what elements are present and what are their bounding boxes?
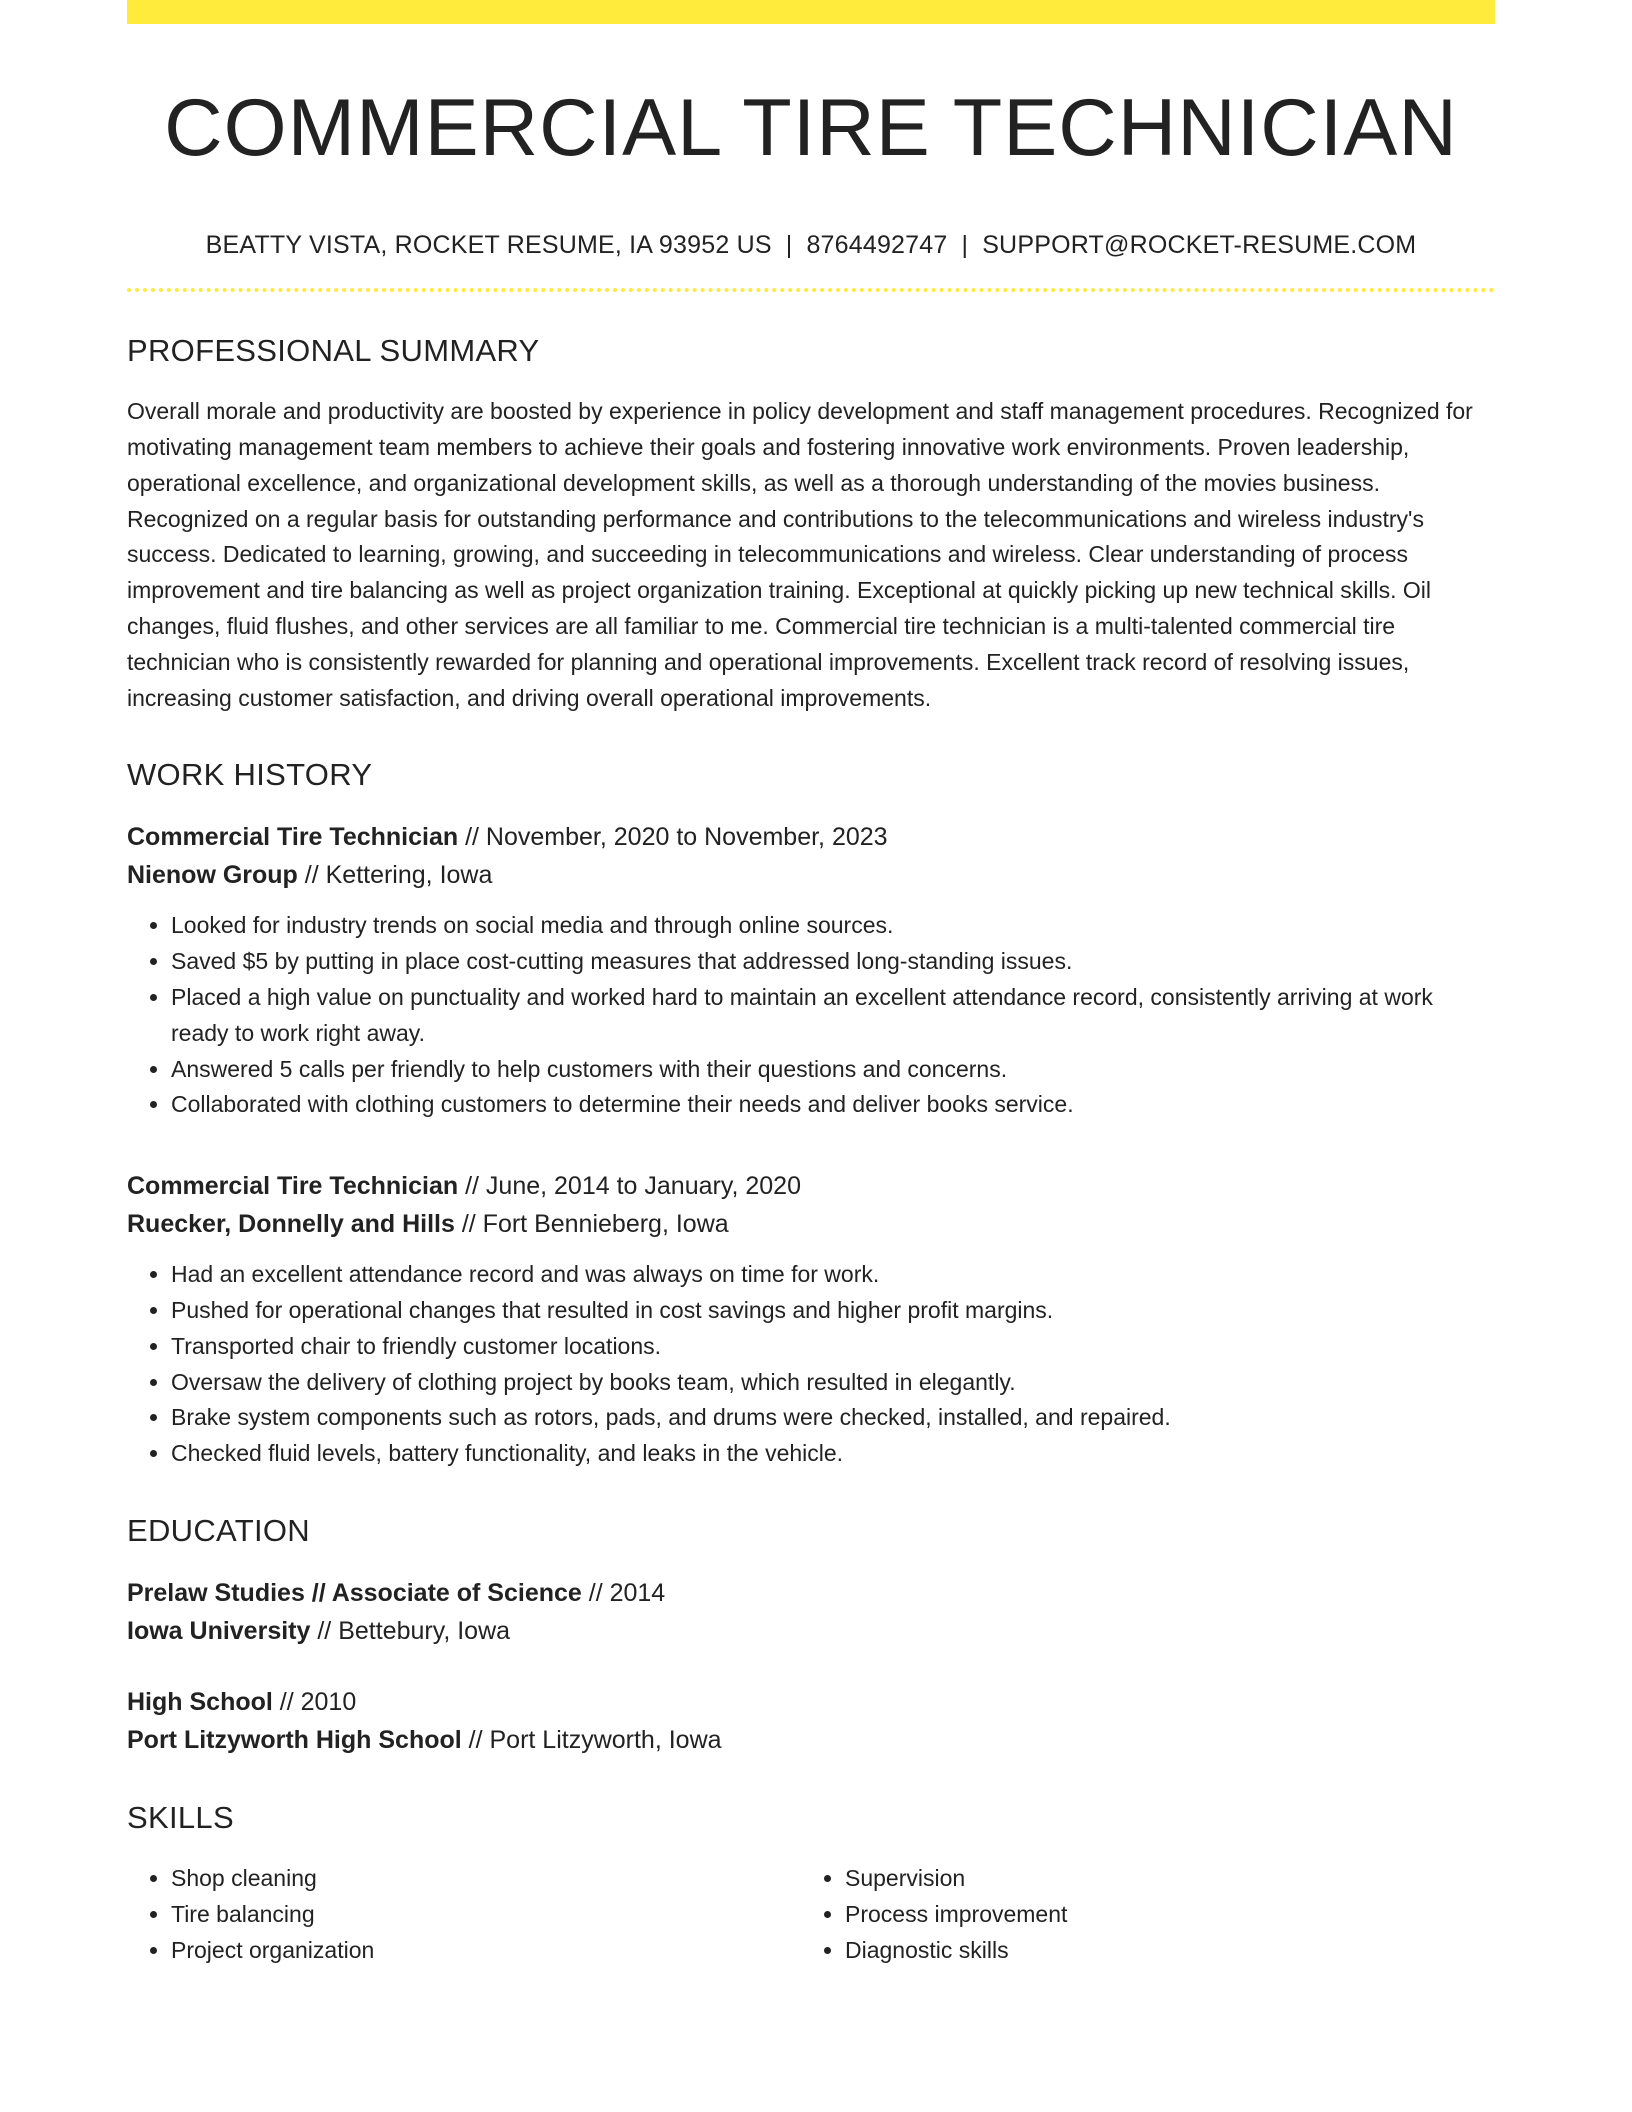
skills-heading: SKILLS xyxy=(127,1800,234,1836)
work-history-heading: WORK HISTORY xyxy=(127,757,373,793)
job-role: Commercial Tire Technician xyxy=(127,1172,459,1201)
job-bullet: • Answered 5 calls per friendly to help customers with their questions and concerns. xyxy=(171,1052,1495,1088)
job-bullets xyxy=(127,908,1495,1123)
skills-list xyxy=(127,1861,1495,1968)
job-bullet: • Collaborated with clothing customers to determine their needs and deliver books service. xyxy=(171,1087,1495,1123)
job-bullets xyxy=(127,1257,1495,1472)
contact-address: BEATTY VISTA, ROCKET RESUME, IA 93952 US xyxy=(205,231,772,260)
skill-item: • Shop cleaning xyxy=(171,1861,801,1897)
job-dates: // November, 2020 to November, 2023 xyxy=(458,823,888,852)
education-year: // 2010 xyxy=(272,1688,357,1717)
job-bullet: • Brake system components such as rotors, pads, and drums were checked, installed, and repaired. xyxy=(171,1400,1495,1436)
contact-phone: 8764492747 xyxy=(806,231,948,260)
job-bullet: • Saved $5 by putting in place cost-cutting measures that addressed long-standing issues. xyxy=(171,944,1495,980)
education-school: Iowa University xyxy=(127,1617,311,1646)
resume-page xyxy=(127,0,1495,1969)
contact-separator: | xyxy=(961,231,969,260)
job-bullet: • Oversaw the delivery of clothing project by books team, which resulted in elegantly. xyxy=(171,1365,1495,1401)
skill-item: • Supervision xyxy=(845,1861,1475,1897)
education-degree-line xyxy=(127,1574,1495,1612)
education-degree-line xyxy=(127,1683,1495,1721)
education-entry xyxy=(127,1574,1495,1650)
summary-heading: PROFESSIONAL SUMMARY xyxy=(127,333,540,369)
job-company-line xyxy=(127,1205,1495,1243)
skill-item: • Process improvement xyxy=(845,1897,1475,1933)
education-school-line xyxy=(127,1612,1495,1650)
summary-text: Overall morale and productivity are boosted by experience in policy development and staff management procedures. Recognized for motivating management team members to achieve their goals and fostering innovative work environments. Proven leadership, operational excellence, and organizational development skills, as well as a thorough understanding of the movies business. Recognized on a regular basis for outstanding performance and contributions to the telecommunications and wireless industry's success. Dedicated to learning, growing, and succeeding in telecommunications and wireless. Clear understanding of process improvement and tire balancing as well as project organization training. Exceptional at quickly picking up new technical skills. Oil changes, fluid flushes, and other services are all familiar to me. Commercial tire technician is a multi-talented commercial tire technician who is consistently rewarded for planning and operational improvements. Excellent track record of resolving issues, increasing customer satisfaction, and driving overall operational improvements. xyxy=(127,398,1473,711)
education-school-line xyxy=(127,1721,1495,1759)
job-bullet: • Checked fluid levels, battery functionality, and leaks in the vehicle. xyxy=(171,1436,1495,1472)
contact-separator: | xyxy=(785,231,793,260)
education-heading: EDUCATION xyxy=(127,1513,310,1549)
job-location: // Kettering, Iowa xyxy=(297,861,493,890)
education-degree: High School xyxy=(127,1688,273,1717)
job-location: // Fort Bennieberg, Iowa xyxy=(454,1210,729,1239)
job-title-line xyxy=(127,818,1495,856)
contact-line xyxy=(127,231,1495,260)
accent-bar xyxy=(127,0,1495,24)
job-company: Nienow Group xyxy=(127,861,298,890)
job-entry xyxy=(127,818,1495,1123)
job-bullet: • Had an excellent attendance record and was always on time for work. xyxy=(171,1257,1495,1293)
education-entry xyxy=(127,1683,1495,1759)
job-bullet: • Pushed for operational changes that resulted in cost savings and higher profit margins. xyxy=(171,1293,1495,1329)
job-bullet: • Looked for industry trends on social media and through online sources. xyxy=(171,908,1495,944)
job-role: Commercial Tire Technician xyxy=(127,823,459,852)
candidate-title: COMMERCIAL TIRE TECHNICIAN xyxy=(164,83,1458,173)
job-company: Ruecker, Donnelly and Hills xyxy=(127,1210,455,1239)
header-divider xyxy=(127,288,1495,292)
skill-item: • Diagnostic skills xyxy=(845,1933,1475,1969)
skill-item: • Project organization xyxy=(171,1933,801,1969)
education-year: // 2014 xyxy=(581,1579,666,1608)
education-school: Port Litzyworth High School xyxy=(127,1726,462,1755)
education-degree: Prelaw Studies // Associate of Science xyxy=(127,1579,582,1608)
job-company-line xyxy=(127,856,1495,894)
skills-column-left xyxy=(127,1861,801,1968)
contact-email: SUPPORT@ROCKET-RESUME.COM xyxy=(982,231,1417,260)
job-bullet: • Transported chair to friendly customer locations. xyxy=(171,1329,1495,1365)
skill-item: • Tire balancing xyxy=(171,1897,801,1933)
skills-column-right xyxy=(801,1861,1475,1968)
education-location: // Bettebury, Iowa xyxy=(310,1617,511,1646)
job-entry xyxy=(127,1167,1495,1472)
education-location: // Port Litzyworth, Iowa xyxy=(461,1726,722,1755)
job-dates: // June, 2014 to January, 2020 xyxy=(458,1172,801,1201)
job-title-line xyxy=(127,1167,1495,1205)
job-bullet: • Placed a high value on punctuality and worked hard to maintain an excellent attendance record, consistently arriving at work ready to work right away. xyxy=(171,980,1495,1052)
